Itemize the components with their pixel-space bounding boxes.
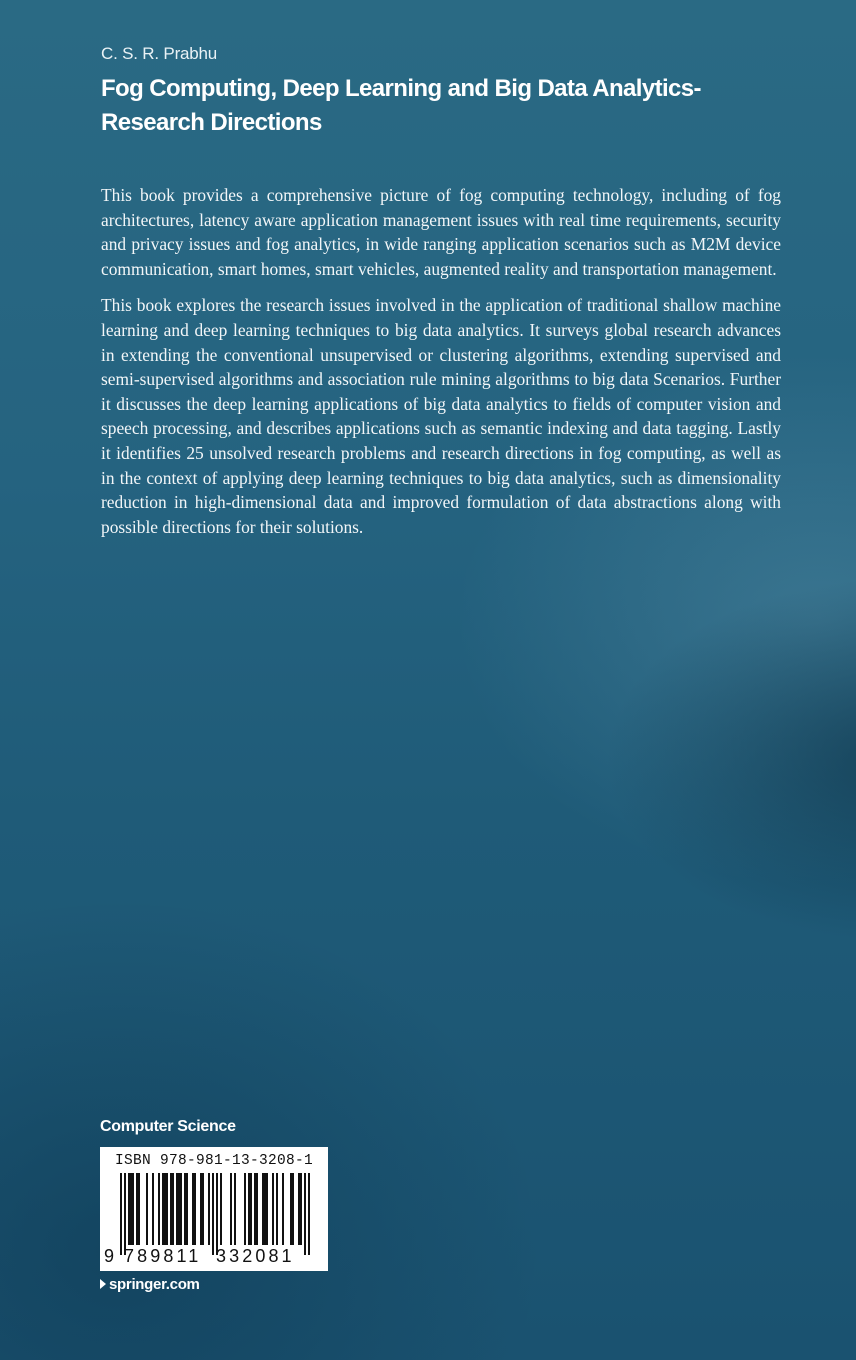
barcode-bar xyxy=(146,1173,148,1245)
publisher-website xyxy=(100,1276,200,1293)
barcode-bar xyxy=(130,1173,132,1245)
barcode-bar xyxy=(192,1173,194,1245)
barcode-bar xyxy=(276,1173,278,1245)
barcode-bar xyxy=(272,1173,274,1245)
book-title: Fog Computing, Deep Learning and Big Data Analytics-Research Directions xyxy=(101,75,701,136)
arrow-right-icon xyxy=(100,1279,106,1289)
barcode-bar xyxy=(166,1173,168,1245)
barcode-digits-left: 789811 xyxy=(124,1246,202,1266)
barcode-bar xyxy=(262,1173,264,1245)
barcode-bar xyxy=(152,1173,154,1245)
barcode-bar xyxy=(194,1173,196,1245)
subject-category: Computer Science xyxy=(100,1118,236,1135)
barcode-bar xyxy=(308,1173,310,1255)
barcode-bar xyxy=(256,1173,258,1245)
barcode-bar xyxy=(234,1173,236,1245)
barcode-bar xyxy=(264,1173,266,1245)
barcode-bar xyxy=(158,1173,160,1245)
barcode-bar xyxy=(172,1173,174,1245)
barcode-bar xyxy=(124,1173,126,1255)
barcode-bar xyxy=(184,1173,186,1245)
barcode-bar xyxy=(170,1173,172,1245)
barcode-bar xyxy=(138,1173,140,1245)
barcode-bar xyxy=(186,1173,188,1245)
barcode-digits xyxy=(100,1246,328,1268)
barcode-bar xyxy=(300,1173,302,1245)
isbn-barcode xyxy=(100,1147,328,1271)
barcode-bar xyxy=(212,1173,214,1255)
abstract-paragraph-1: This book provides a comprehensive picture of fog computing technology, including of fog architectures, latency aware application management issues with real time requirements, security and privacy issues and fog analytics, in wide ranging application scenarios such as M2M device communication, smart homes, smart vehicles, augmented reality and transportation management. xyxy=(101,185,781,279)
barcode-bar xyxy=(248,1173,250,1245)
barcode-bar xyxy=(290,1173,292,1245)
barcode-bar xyxy=(216,1173,218,1255)
isbn-label: ISBN 978-981-13-3208-1 xyxy=(114,1153,314,1169)
barcode-bar xyxy=(120,1173,122,1255)
barcode-bar xyxy=(200,1173,202,1245)
barcode-bar xyxy=(254,1173,256,1245)
website-label: springer.com xyxy=(109,1276,200,1293)
barcode-bar xyxy=(292,1173,294,1245)
author-name: C. S. R. Prabhu xyxy=(101,44,218,63)
barcode-bar xyxy=(304,1173,306,1255)
barcode-bar xyxy=(230,1173,232,1245)
barcode-bar xyxy=(220,1173,222,1245)
barcode-digits-right: 332081 xyxy=(216,1246,295,1266)
barcode-bar xyxy=(202,1173,204,1245)
barcode-bar xyxy=(180,1173,182,1245)
barcode-bar xyxy=(208,1173,210,1245)
book-abstract xyxy=(101,183,781,551)
barcode-bar xyxy=(162,1173,164,1245)
abstract-paragraph-2: This book explores the research issues involved in the application of traditional shallow machine learning and deep learning techniques to big data analytics. It surveys global research advances in extending the conventional unsupervised or clustering algorithms, extending supervised and semi-supervised algorithms and association rule mining algorithms to big data Scenarios. Further it discusses the deep learning applications of big data analytics to fields of computer vision and speech processing, and describes applications such as semantic indexing and data tagging. Lastly it identifies 25 unsolved research problems and research directions in fog computing, as well as in the context of applying deep learning techniques to big data analytics, such as dimensionality reduction in high-dimensional data and improved formulation of data abstractions along with possible directions for their solutions. xyxy=(101,295,781,537)
barcode-bar xyxy=(266,1173,268,1245)
barcode-bar xyxy=(136,1173,138,1245)
barcode-bar xyxy=(176,1173,178,1245)
barcode-bar xyxy=(282,1173,284,1245)
barcode-bar xyxy=(164,1173,166,1245)
barcode-bar xyxy=(250,1173,252,1245)
barcode-bar xyxy=(132,1173,134,1245)
barcode-bar xyxy=(128,1173,130,1245)
barcode-bar xyxy=(298,1173,300,1245)
barcode-bar xyxy=(178,1173,180,1245)
barcode-digit-first: 9 xyxy=(104,1246,115,1266)
barcode-bar xyxy=(244,1173,246,1245)
